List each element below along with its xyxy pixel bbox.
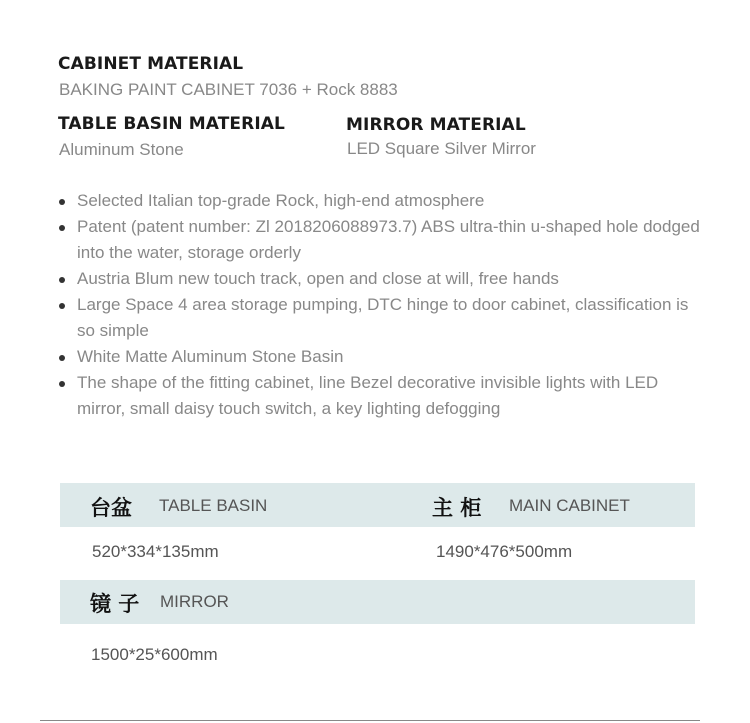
cabinet-material-heading: CABINET MATERIAL: [58, 54, 244, 74]
feature-text: Selected Italian top-grade Rock, high-end atmosphere: [77, 191, 485, 210]
feature-list: [58, 188, 708, 422]
cabinet-material-value: BAKING PAINT CABINET 7036 + Rock 8883: [59, 80, 398, 99]
main-cabinet-en-label: MAIN CABINET: [509, 496, 630, 515]
mirror-material-heading: MIRROR MATERIAL: [346, 115, 526, 135]
feature-item: [58, 292, 708, 344]
mirror-material-value: LED Square Silver Mirror: [347, 139, 536, 158]
main-cabinet-dimension: 1490*476*500mm: [436, 542, 573, 561]
bottom-divider: [40, 720, 700, 721]
feature-text: White Matte Aluminum Stone Basin: [77, 347, 344, 366]
mirror-cn-label: 镜 子: [90, 592, 140, 616]
feature-text: Patent (patent number: Zl 2018206088973.7) ABS ultra-thin u-shaped hole dodged into the water, storage orderly: [77, 217, 700, 262]
feature-item: [58, 214, 708, 266]
feature-item: [58, 266, 708, 292]
feature-text: The shape of the fitting cabinet, line Bezel decorative invisible lights with LED mirror, small daisy touch switch, a key lighting defogging: [77, 373, 659, 418]
feature-item: [58, 344, 708, 370]
bullet-icon: [59, 277, 65, 283]
table-basin-material-heading: TABLE BASIN MATERIAL: [58, 114, 285, 134]
feature-item: [58, 370, 708, 422]
feature-text: Austria Blum new touch track, open and close at will, free hands: [77, 269, 559, 288]
bullet-icon: [59, 355, 65, 361]
bullet-icon: [59, 199, 65, 205]
table-basin-cn-label: 台盆: [90, 496, 132, 520]
table-basin-en-label: TABLE BASIN: [159, 496, 268, 515]
table-basin-dimension: 520*334*135mm: [92, 542, 219, 561]
main-cabinet-cn-label: 主 柜: [432, 496, 482, 520]
mirror-en-label: MIRROR: [160, 592, 229, 611]
mirror-dimension: 1500*25*600mm: [91, 645, 218, 664]
feature-item: [58, 188, 708, 214]
bullet-icon: [59, 381, 65, 387]
table-basin-material-value: Aluminum Stone: [59, 140, 184, 159]
feature-text: Large Space 4 area storage pumping, DTC hinge to door cabinet, classification is so simple: [77, 295, 689, 340]
bullet-icon: [59, 225, 65, 231]
bullet-icon: [59, 303, 65, 309]
dimension-band-bottom: [60, 580, 695, 624]
